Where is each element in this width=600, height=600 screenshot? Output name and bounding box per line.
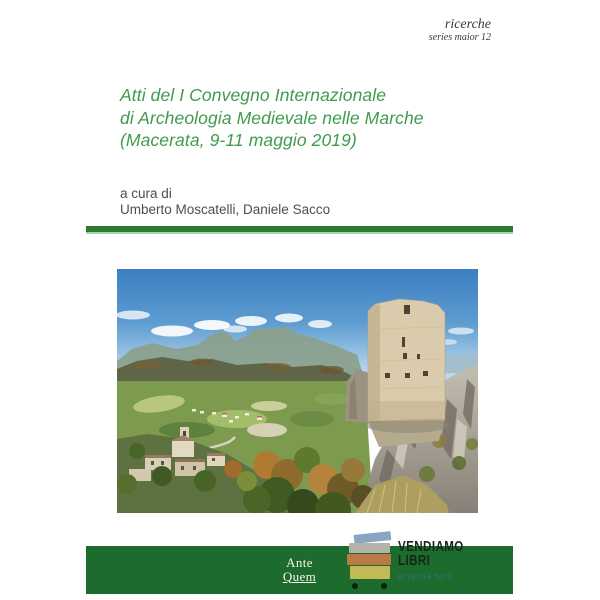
book-spine-gray [349, 543, 390, 553]
series-subtitle: series maior 12 [428, 32, 491, 43]
cart-wheel-left [352, 583, 358, 589]
book-title [120, 84, 424, 152]
publisher-name-line-1: Ante [286, 555, 313, 570]
book-title-line-3: (Macerata, 9-11 maggio 2019) [120, 130, 357, 150]
book-spine-khaki [350, 566, 390, 579]
book-spine-orange [347, 554, 391, 565]
vendor-watermark [347, 532, 497, 592]
landscape-tower-illustration [117, 269, 478, 513]
vendor-wordmark [398, 540, 480, 581]
vendor-word-line-2: LIBRI [398, 553, 431, 569]
series-name: ricerche [444, 17, 491, 32]
editors-names: Umberto Moscatelli, Daniele Sacco [120, 201, 331, 217]
series-label [429, 17, 491, 44]
book-stack-cart-icon [347, 532, 395, 590]
editors-prefix: a cura di [120, 186, 172, 201]
editors-block [120, 186, 330, 217]
publisher-name-line-2: Quem [282, 568, 317, 584]
cover-photo [117, 269, 478, 513]
green-divider-rule [86, 226, 513, 234]
vendor-tagline: DI TUTTI A TUTTI [398, 574, 453, 581]
cart-wheel-right [381, 583, 387, 589]
book-title-line-2: di Archeologia Medievale nelle Marche [120, 107, 424, 128]
book-title-line-1: Atti del I Convegno Internazionale [120, 85, 387, 105]
book-spine-blue [354, 531, 392, 544]
vendor-word-line-1: VENDIAMO [398, 539, 464, 555]
